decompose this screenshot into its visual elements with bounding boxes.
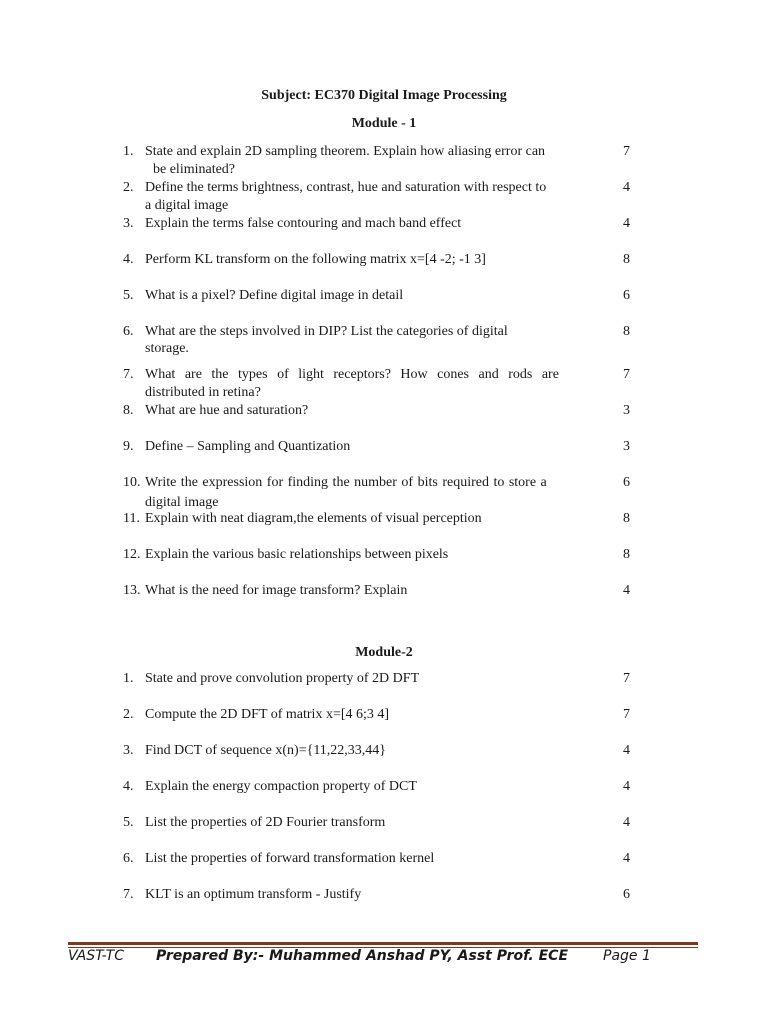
question-number: 3. (123, 743, 134, 758)
question-text: Explain the energy compaction property of DCT (145, 779, 417, 794)
question-marks: 7 (623, 144, 630, 159)
question-number: 4. (123, 779, 134, 794)
footer-page-number: Page 1 (603, 948, 651, 964)
question-text: What are the steps involved in DIP? List the categories of digital (145, 324, 508, 339)
module-2-title: Module-2 (355, 645, 413, 660)
question-number: 2. (123, 707, 134, 722)
question-number: 11. (123, 511, 140, 526)
question-text: State and prove convolution property of 2D DFT (145, 671, 420, 686)
question-number: 3. (123, 216, 134, 231)
question-text-line2: a digital image (145, 198, 229, 213)
question-text-line2: storage. (145, 341, 189, 356)
question-text: What are the types of light receptors? How cones and rods are (145, 367, 559, 382)
question-text: What is the need for image transform? Explain (145, 583, 408, 598)
question-marks: 7 (623, 367, 630, 382)
question-marks: 8 (623, 547, 630, 562)
question-number: 7. (123, 367, 134, 382)
question-text: Define – Sampling and Quantization (145, 439, 351, 454)
question-text: State and explain 2D sampling theorem. Explain how aliasing error can (145, 144, 546, 159)
question-number: 13. (123, 583, 141, 598)
question-number: 7. (123, 887, 134, 902)
question-marks: 4 (623, 815, 630, 830)
question-text-line2: distributed in retina? (145, 385, 261, 400)
question-marks: 6 (623, 475, 630, 490)
footer-org: VAST-TC (68, 948, 125, 964)
question-text: What are hue and saturation? (145, 403, 309, 418)
question-number: 5. (123, 288, 134, 303)
question-text: Find DCT of sequence x(n)={11,22,33,44} (145, 743, 387, 758)
question-number: 1. (123, 144, 134, 159)
question-text: Compute the 2D DFT of matrix x=[4 6;3 4] (145, 707, 390, 722)
question-text: Write the expression for finding the number of bits required to store a (145, 475, 547, 490)
question-text: Explain with neat diagram,the elements of visual perception (145, 511, 482, 526)
question-number: 12. (123, 547, 141, 562)
question-marks: 4 (623, 779, 630, 794)
question-marks: 4 (623, 743, 630, 758)
subject-title: Subject: EC370 Digital Image Processing (261, 88, 507, 103)
page-footer (68, 948, 698, 968)
question-marks: 4 (623, 180, 630, 195)
question-marks: 6 (623, 288, 630, 303)
question-marks: 7 (623, 707, 630, 722)
footer-prepared-by: Prepared By:- Muhammed Anshad PY, Asst Prof. ECE (156, 948, 569, 964)
module-1-title: Module - 1 (351, 116, 417, 131)
question-marks: 8 (623, 511, 630, 526)
question-marks: 4 (623, 583, 630, 598)
question-text: Explain the various basic relationships between pixels (145, 547, 449, 562)
question-marks: 8 (623, 252, 630, 267)
question-marks: 3 (623, 403, 630, 418)
question-text: List the properties of forward transformation kernel (145, 851, 435, 866)
question-text: Define the terms brightness, contrast, hue and saturation with respect to (145, 180, 547, 195)
question-marks: 6 (623, 887, 630, 902)
question-marks: 4 (623, 216, 630, 231)
question-marks: 7 (623, 671, 630, 686)
question-text: List the properties of 2D Fourier transform (145, 815, 386, 830)
question-text: What is a pixel? Define digital image in detail (145, 288, 404, 303)
question-number: 6. (123, 324, 134, 339)
question-number: 8. (123, 403, 134, 418)
question-text-line2: digital image (145, 495, 219, 510)
question-marks: 4 (623, 851, 630, 866)
question-number: 1. (123, 671, 134, 686)
question-number: 2. (123, 180, 134, 195)
question-text: Explain the terms false contouring and mach band effect (145, 216, 462, 231)
question-marks: 8 (623, 324, 630, 339)
question-text: KLT is an optimum transform - Justify (145, 887, 362, 902)
footer-divider-thick (68, 942, 698, 945)
question-number: 5. (123, 815, 134, 830)
question-number: 9. (123, 439, 134, 454)
question-text-line2: be eliminated? (153, 162, 236, 177)
question-number: 4. (123, 252, 134, 267)
question-text: Perform KL transform on the following matrix x=[4 -2; -1 3] (145, 252, 486, 267)
question-number: 10. (123, 475, 141, 490)
question-number: 6. (123, 851, 134, 866)
question-marks: 3 (623, 439, 630, 454)
